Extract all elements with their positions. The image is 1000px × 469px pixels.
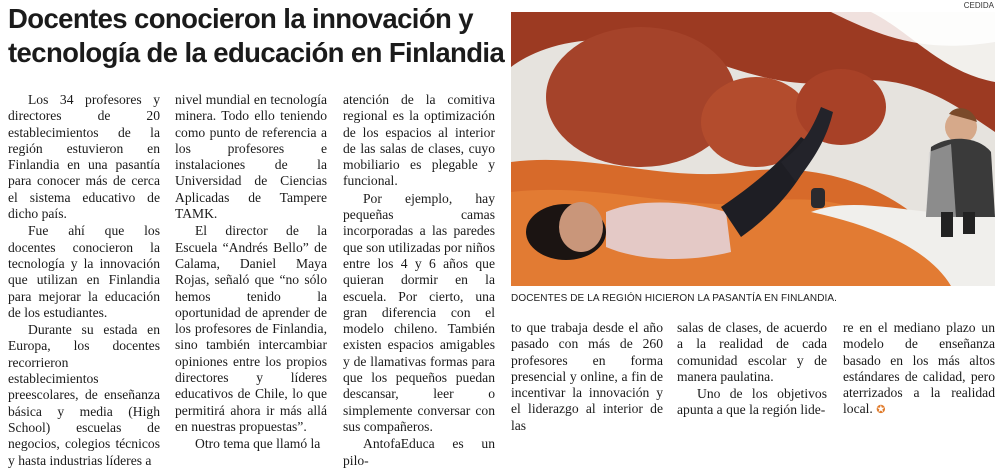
paragraph-text: re en el mediano plazo un modelo de enseñanza basado en los más altos estándares de calidad, pero aterrizados a la realidad local. xyxy=(843,320,995,417)
column-2 xyxy=(175,92,327,453)
photo-credit: CEDIDA xyxy=(963,1,994,10)
paragraph: Los 34 profesores y directores de 20 establecimientos de la región estuvieron en Finlandia en una pasantía para conocer más de cerca el sistema educativo de dicho país. xyxy=(8,92,160,222)
column-1 xyxy=(8,92,160,469)
paragraph: salas de clases, de acuerdo a la realidad de cada comunidad escolar y de manera paulatina. xyxy=(677,320,827,384)
paragraph: El director de la Escuela “Andrés Bello” de Calama, Daniel Maya Rojas, señaló que “no sólo hemos tenido la oportunidad de aprender de los profesores de Finlandia, sino también intercambiar opiniones entre los propios directores y líderes educativos de Chile, lo que permitirá ahora ir más allá en nuestras propuestas”. xyxy=(175,223,327,434)
paragraph: to que trabaja desde el año pasado con más de 260 profesores en forma presencial y online, a fin de incentivar la innovación y el liderazgo al interior de las xyxy=(511,320,663,433)
column-6 xyxy=(843,320,995,419)
column-3 xyxy=(343,92,495,469)
headline-line-1: Docentes conocieron la innovación y xyxy=(8,3,473,34)
article-photo xyxy=(511,12,995,286)
column-5 xyxy=(677,320,827,419)
paragraph: atención de la comitiva regional es la optimización de los espacios al interior de las salas de clases, cuyo mobiliario es plegable y funcional. xyxy=(343,92,495,189)
paragraph: AntofaEduca es un pilo- xyxy=(343,436,495,468)
paragraph: Uno de los objetivos apunta a que la región lide- xyxy=(677,386,827,418)
paragraph: nivel mundial en tecnología minera. Todo ello teniendo como punto de referencia a los profesores e instalaciones de la Universidad de Ciencias Aplicadas de Tampere TAMK. xyxy=(175,92,327,222)
photo-illustration xyxy=(511,12,995,286)
paragraph: Fue ahí que los docentes conocieron la tecnología y la innovación que utilizan en Finlandia para mejorar la educación de los estudiantes. xyxy=(8,223,160,320)
paragraph: Durante su estada en Europa, los docentes recorrieron establecimientos preescolares, de enseñanza básica y media (High School) escuelas de negocios, colegios técnicos y hasta industrias líderes a xyxy=(8,322,160,468)
paragraph: Otro tema que llamó la xyxy=(195,436,321,452)
headline-line-2: tecnología de la educación en Finlandia xyxy=(8,37,505,68)
end-mark-icon: ✪ xyxy=(876,403,886,417)
column-4 xyxy=(511,320,663,434)
photo-caption: DOCENTES DE LA REGIÓN HICIERON LA PASANTÍA EN FINLANDIA. xyxy=(511,293,838,304)
paragraph: Por ejemplo, hay pequeñas camas incorporadas a las paredes que son utilizadas por niños entre los 4 y 6 años que quieran dormir en la escuela. Por cierto, una gran diferencia con el modelo chileno. También existen espacios amigables y de llamativas formas para que los pequeños puedan descansar, leer o simplemente conversar con sus compañeros. xyxy=(343,190,495,434)
headline xyxy=(8,2,508,70)
paragraph xyxy=(843,320,995,419)
